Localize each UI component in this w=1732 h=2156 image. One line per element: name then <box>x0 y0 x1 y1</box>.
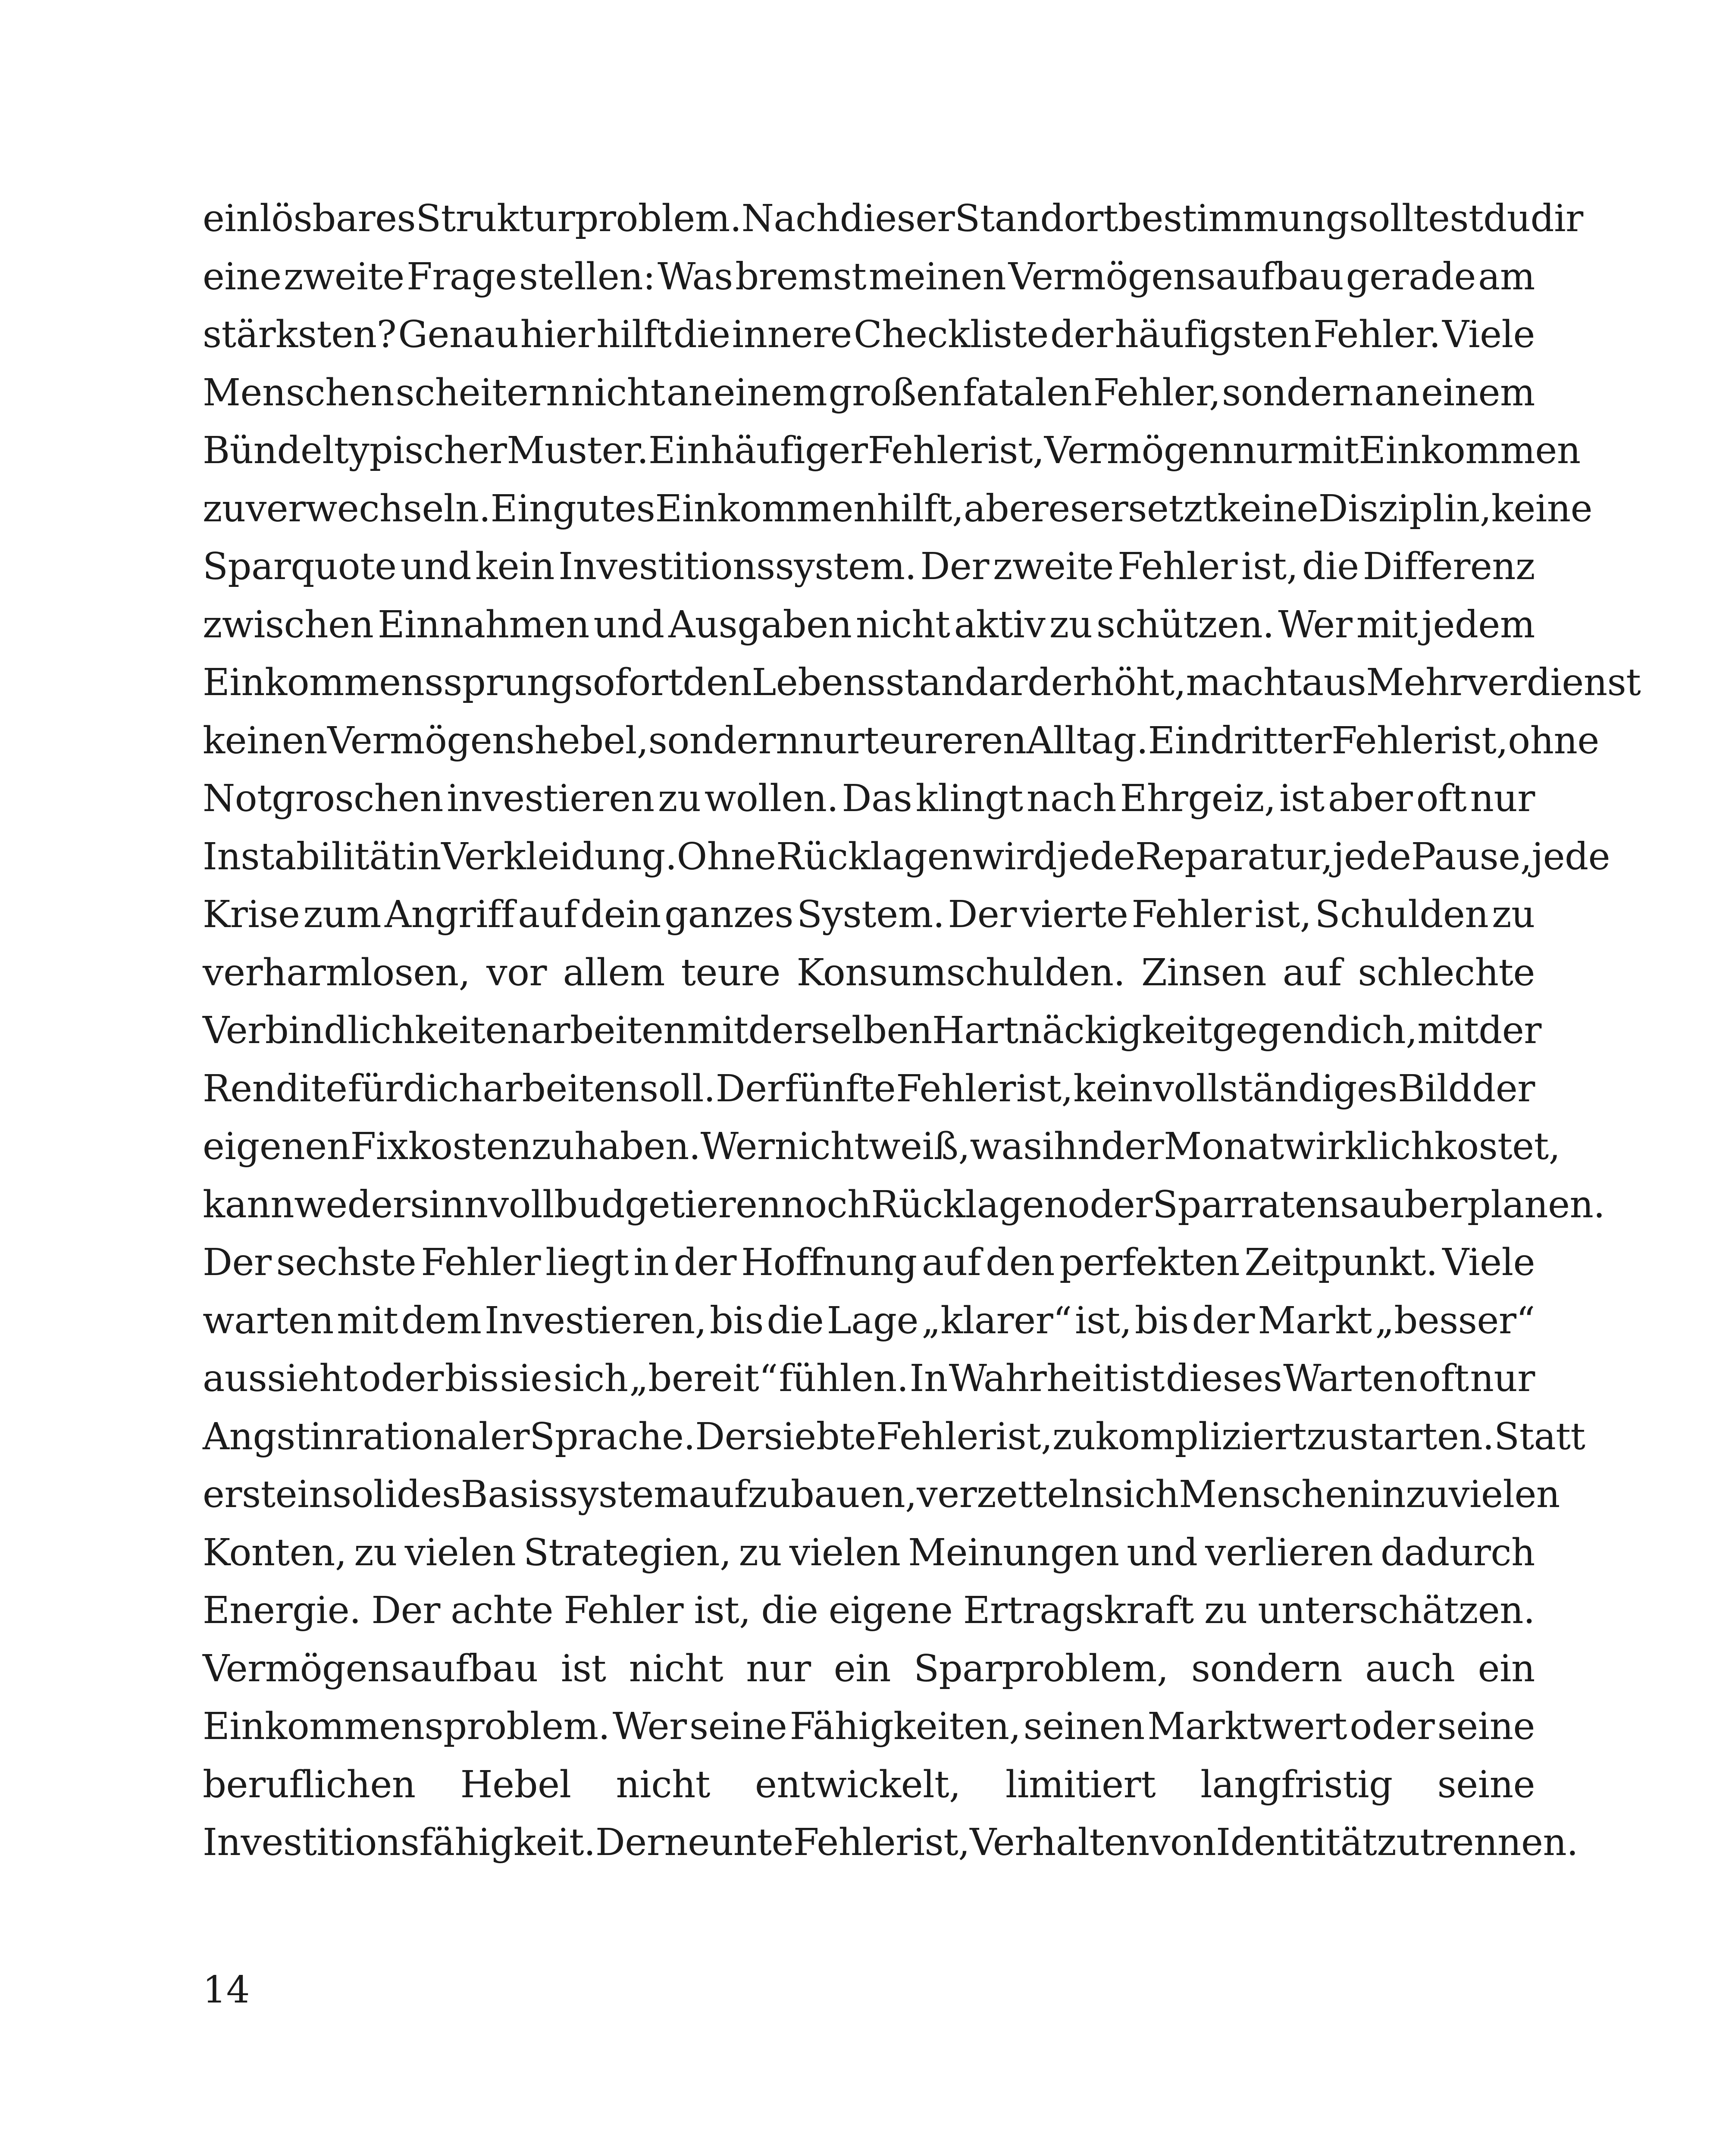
text-line: verharmlosen, vor allem teure Konsumschulden. Zinsen auf schlechte <box>203 951 1535 994</box>
text-line: keinen Vermögenshebel, sondern nur teureren Alltag. Ein dritter Fehler ist, ohne <box>203 719 1599 762</box>
page-number: 14 <box>203 1968 250 2012</box>
text-line: Instabilität in Verkleidung. Ohne Rücklagen wird jede Reparatur, jede Pause, jede <box>203 835 1610 878</box>
text-line: Sparquote und kein Investitionssystem. Der zweite Fehler ist, die Differenz <box>203 545 1535 588</box>
text-line: Rendite für dich arbeiten soll. Der fünfte Fehler ist, kein vollständiges Bild der <box>203 1067 1535 1110</box>
text-line: Vermögensaufbau ist nicht nur ein Sparproblem, sondern auch ein <box>203 1647 1535 1690</box>
text-line: zwischen Einnahmen und Ausgaben nicht aktiv zu schützen. Wer mit jedem <box>203 603 1535 646</box>
text-line: Bündel typischer Muster. Ein häufiger Fehler ist, Vermögen nur mit Einkommen <box>203 429 1581 472</box>
body-paragraph <box>203 190 1641 1872</box>
text-line: Menschen scheitern nicht an einem großen fatalen Fehler, sondern an einem <box>203 371 1535 414</box>
text-line: Einkommensproblem. Wer seine Fähigkeiten, seinen Marktwert oder seine <box>203 1705 1535 1748</box>
text-line: Investitionsfähigkeit. Der neunte Fehler ist, Verhalten von Identität zu trennen. <box>203 1821 1579 1864</box>
text-line: Verbindlichkeiten arbeiten mit derselben Hartnäckigkeit gegen dich, mit der <box>203 1009 1541 1052</box>
text-line: kann weder sinnvoll budgetieren noch Rücklagen oder Sparraten sauber planen. <box>203 1183 1605 1226</box>
text-line: stärksten? Genau hier hilft die innere Checkliste der häufigsten Fehler. Viele <box>203 313 1535 356</box>
text-line: erst ein solides Basissystem aufzubauen, verzetteln sich Menschen in zu vielen <box>203 1473 1560 1516</box>
text-line: Energie. Der achte Fehler ist, die eigene Ertragskraft zu unterschätzen. <box>203 1589 1535 1632</box>
text-line: Notgroschen investieren zu wollen. Das klingt nach Ehrgeiz, ist aber oft nur <box>203 777 1535 820</box>
text-line: beruflichen Hebel nicht entwickelt, limitiert langfristig seine <box>203 1763 1535 1806</box>
text-line: eine zweite Frage stellen: Was bremst meinen Vermögensaufbau gerade am <box>203 255 1535 298</box>
text-line: Der sechste Fehler liegt in der Hoffnung auf den perfekten Zeitpunkt. Viele <box>203 1241 1535 1284</box>
text-line: Konten, zu vielen Strategien, zu vielen Meinungen und verlieren dadurch <box>203 1531 1535 1574</box>
text-line: warten mit dem Investieren, bis die Lage „klarer“ ist, bis der Markt „besser“ <box>203 1299 1535 1342</box>
text-line: aussieht oder bis sie sich „bereit“ fühlen. In Wahrheit ist dieses Warten oft nur <box>203 1357 1535 1400</box>
text-line: ein lösbares Strukturproblem. Nach dieser Standortbestimmung solltest du dir <box>203 197 1583 240</box>
text-line: Krise zum Angriff auf dein ganzes System. Der vierte Fehler ist, Schulden zu <box>203 893 1535 936</box>
text-line: Einkommenssprung sofort den Lebensstandard erhöht, macht aus Mehrverdienst <box>203 661 1641 704</box>
text-line: zu verwechseln. Ein gutes Einkommen hilft, aber es ersetzt keine Disziplin, keine <box>203 487 1593 530</box>
text-line: eigenen Fixkosten zu haben. Wer nicht weiß, was ihn der Monat wirklich kostet, <box>203 1125 1560 1168</box>
text-line: Angst in rationaler Sprache. Der siebte Fehler ist, zu kompliziert zu starten. Statt <box>203 1415 1585 1458</box>
